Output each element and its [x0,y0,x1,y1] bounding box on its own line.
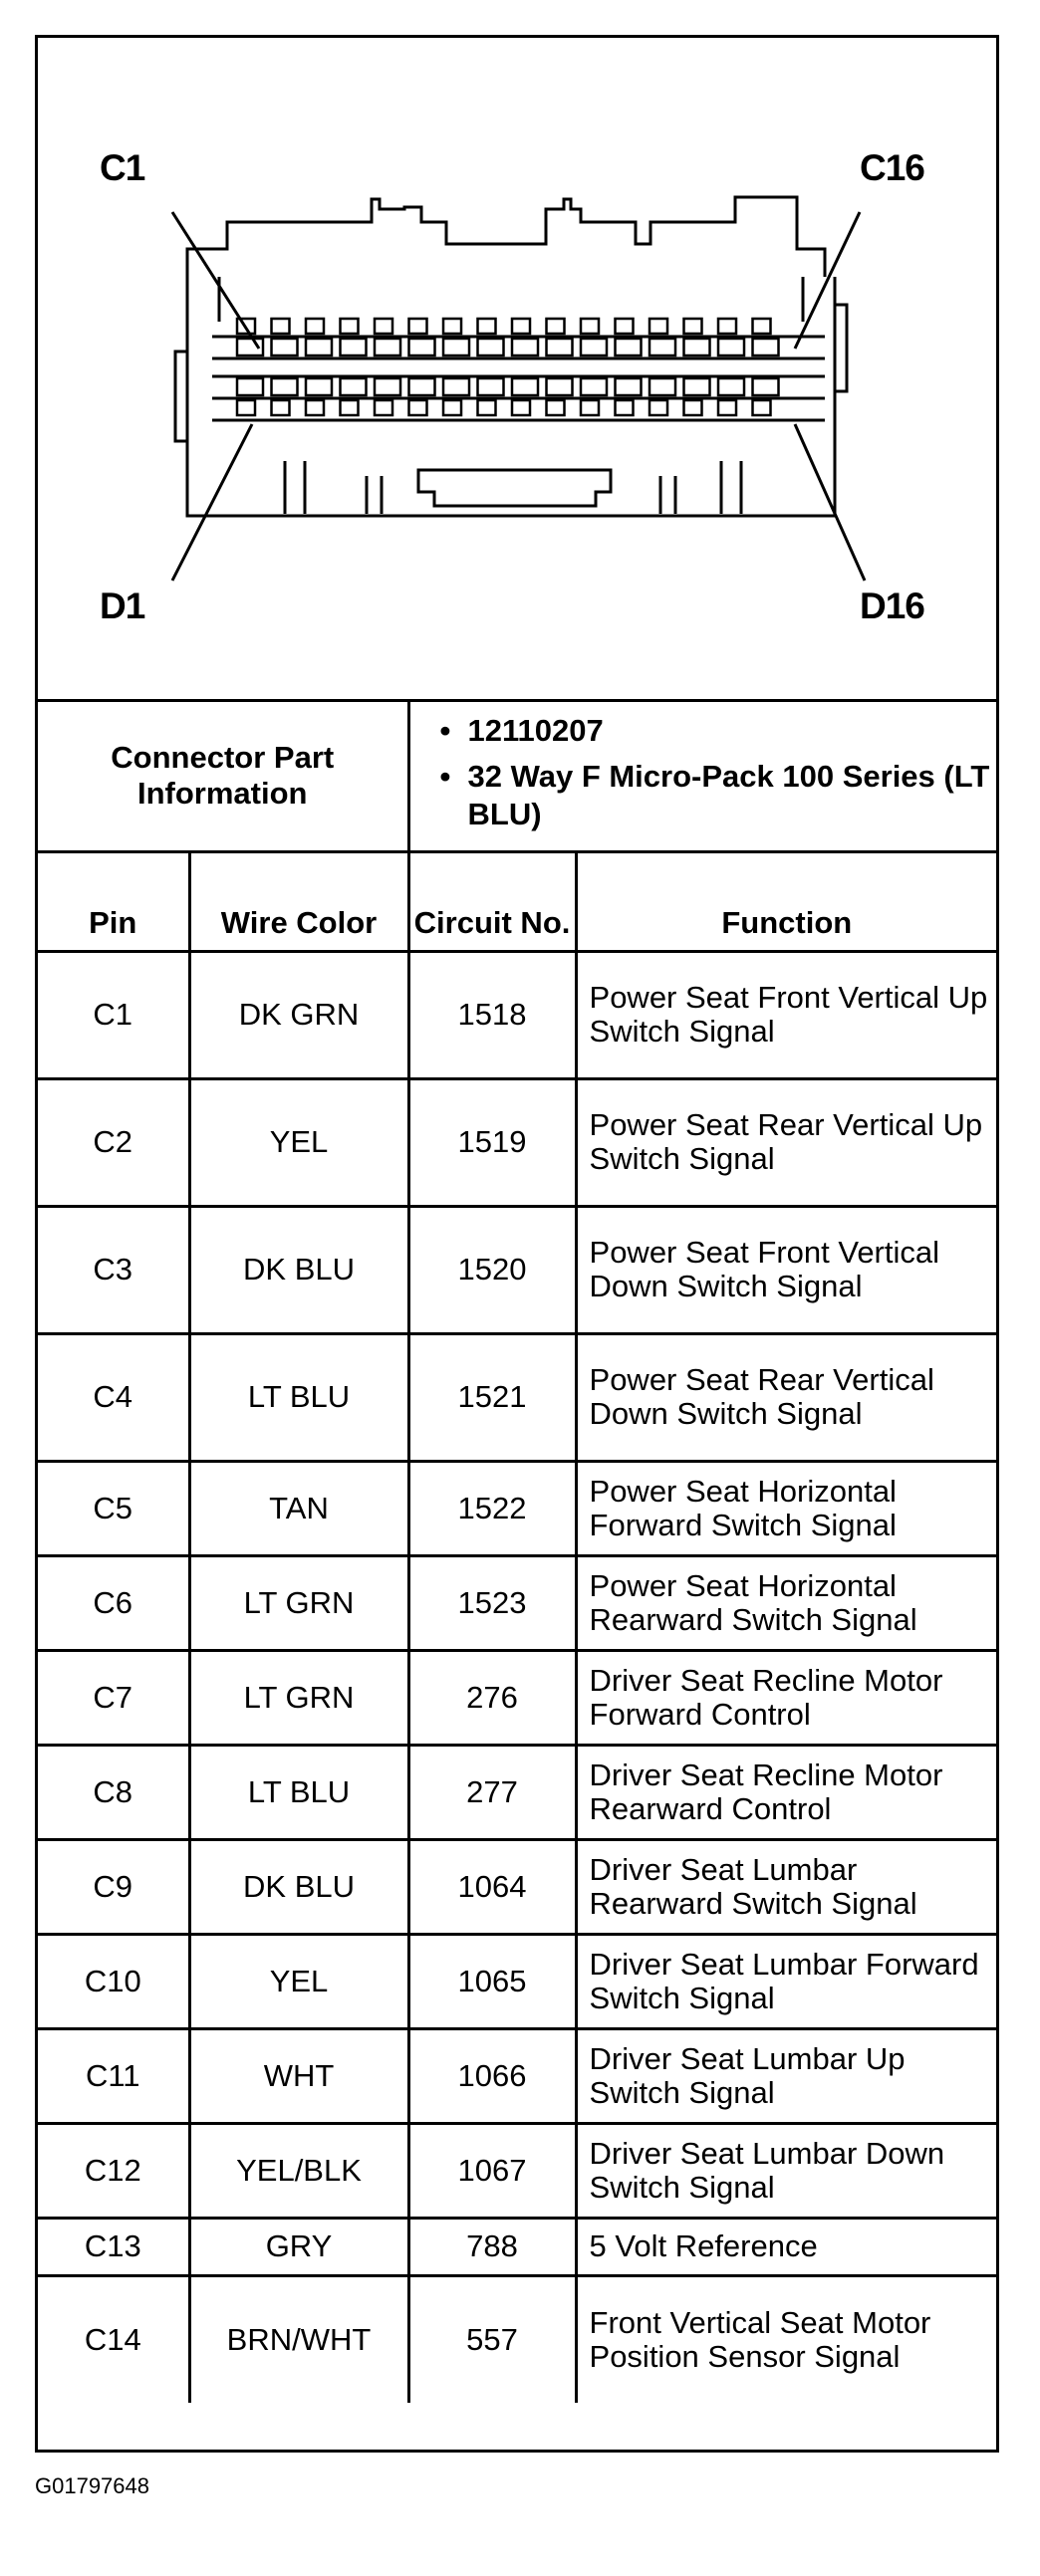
pin-cavity [718,339,744,355]
connector-face-drawing [38,38,996,699]
pin-cell: C8 [38,1745,189,1839]
connector-info-row [38,702,996,851]
connector-info-label: Connector Part Information [38,702,408,851]
pin-cell: C7 [38,1650,189,1745]
pin-cell: C11 [38,2028,189,2123]
pin-cavity [341,378,367,395]
header-circuit: Circuit No. [408,851,576,951]
pin-cavity [512,339,538,355]
wire-color-cell: LT BLU [189,1333,408,1461]
pin-cavity [512,319,530,334]
wire-color-cell: LT GRN [189,1555,408,1650]
function-cell: Power Seat Rear Vertical Up Switch Signal [576,1078,996,1206]
figure-frame [35,35,999,2453]
circuit-cell: 1519 [408,1078,576,1206]
pin-cavity [581,339,607,355]
pin-cell: C1 [38,951,189,1078]
table-row [38,1650,996,1745]
table-row [38,2218,996,2275]
pinout-table [38,702,996,2403]
pin-cavity [341,400,359,415]
pin-cell: C4 [38,1333,189,1461]
table-row [38,1839,996,1934]
table-row [38,1934,996,2028]
pin-cavity [443,319,461,334]
pin-cavity [718,319,736,334]
circuit-cell: 557 [408,2275,576,2403]
header-row [38,851,996,951]
function-cell: Driver Seat Lumbar Forward Switch Signal [576,1934,996,2028]
pin-cavity [547,319,565,334]
wire-color-cell: YEL [189,1078,408,1206]
pin-cavity [409,319,427,334]
pin-cavity [306,400,324,415]
pin-cavity [272,339,298,355]
connector-description: 32 Way F Micro-Pack 100 Series (LT BLU) [467,759,990,831]
wire-color-cell: LT GRN [189,1650,408,1745]
connector-diagram [38,38,996,702]
pin-cavity [650,400,667,415]
function-cell: Power Seat Horizontal Rearward Switch Signal [576,1555,996,1650]
pin-cavity [237,378,263,395]
pin-cavity [650,339,675,355]
table-row [38,1078,996,1206]
pin-cavity [753,339,779,355]
pin-cavity [684,319,702,334]
pin-cavity [581,378,607,395]
connector-info-values: • 12110207 • 32 Way F Micro-Pack 100 Series (LT BLU) [408,702,996,851]
circuit-cell: 276 [408,1650,576,1745]
function-cell: Driver Seat Lumbar Up Switch Signal [576,2028,996,2123]
circuit-cell: 1521 [408,1333,576,1461]
pin-cavity [306,378,332,395]
table-row [38,1555,996,1650]
wire-color-cell: DK GRN [189,951,408,1078]
pin-cavity [306,339,332,355]
pin-cavity [753,319,771,334]
function-cell: Driver Seat Lumbar Down Switch Signal [576,2123,996,2218]
table-row [38,2123,996,2218]
pin-cavity [409,400,427,415]
wire-color-cell: LT BLU [189,1745,408,1839]
pin-cavity [650,319,667,334]
pin-cavity [443,400,461,415]
circuit-cell: 1520 [408,1206,576,1333]
figure-id: G01797648 [35,2473,149,2498]
pin-cavity [512,400,530,415]
pin-cell: C6 [38,1555,189,1650]
circuit-cell: 788 [408,2218,576,2275]
pin-cavity [375,319,392,334]
function-cell: 5 Volt Reference [576,2218,996,2275]
pin-cavity [478,319,496,334]
wire-color-cell: GRY [189,2218,408,2275]
wire-color-cell: YEL [189,1934,408,2028]
table-row [38,2028,996,2123]
function-cell: Driver Seat Lumbar Rearward Switch Signal [576,1839,996,1934]
pin-cavity [478,339,504,355]
pin-cavity [375,378,400,395]
pin-cavity [512,378,538,395]
circuit-cell: 1066 [408,2028,576,2123]
label-d1: D1 [100,585,145,626]
pin-cavity [547,400,565,415]
table-row [38,1461,996,1555]
circuit-cell: 1065 [408,1934,576,2028]
wire-color-cell: DK BLU [189,1206,408,1333]
circuit-cell: 1064 [408,1839,576,1934]
function-cell: Driver Seat Recline Motor Forward Control [576,1650,996,1745]
function-cell: Power Seat Front Vertical Up Switch Signal [576,951,996,1078]
wire-color-cell: DK BLU [189,1839,408,1934]
pin-cell: C9 [38,1839,189,1934]
pin-cavity [272,378,298,395]
pin-cavity [718,400,736,415]
pin-cavity [718,378,744,395]
pin-cell: C13 [38,2218,189,2275]
function-cell: Power Seat Rear Vertical Down Switch Signal [576,1333,996,1461]
pin-cavity [616,378,642,395]
pin-cavity [341,319,359,334]
pin-cell: C14 [38,2275,189,2403]
pin-cavity [306,319,324,334]
pin-cavity [581,400,599,415]
pin-cavity [616,319,634,334]
table-row [38,951,996,1078]
pin-cavity [443,339,469,355]
pin-cell: C3 [38,1206,189,1333]
pin-cavity [547,378,573,395]
part-number: 12110207 [467,713,604,748]
pin-cavity [684,378,710,395]
function-cell: Front Vertical Seat Motor Position Sensor Signal [576,2275,996,2403]
pin-cavities [237,319,779,415]
pin-cavity [581,319,599,334]
pin-cavity [547,339,573,355]
pin-cavity [478,400,496,415]
pin-cavity [753,378,779,395]
circuit-cell: 1518 [408,951,576,1078]
label-d16: D16 [860,585,924,626]
wire-color-cell: YEL/BLK [189,2123,408,2218]
table-row [38,1206,996,1333]
pin-cell: C2 [38,1078,189,1206]
pin-cavity [684,339,710,355]
pin-cavity [443,378,469,395]
header-pin: Pin [38,851,189,951]
function-cell: Power Seat Front Vertical Down Switch Signal [576,1206,996,1333]
pin-cell: C10 [38,1934,189,2028]
pin-cavity [478,378,504,395]
circuit-cell: 1523 [408,1555,576,1650]
pin-cavity [650,378,675,395]
function-cell: Power Seat Horizontal Forward Switch Signal [576,1461,996,1555]
pin-cavity [341,339,367,355]
circuit-cell: 1067 [408,2123,576,2218]
pin-cavity [616,339,642,355]
pin-cavity [237,400,255,415]
pin-cavity [409,378,435,395]
label-c16: C16 [860,147,924,188]
pin-cell: C5 [38,1461,189,1555]
pin-cavity [272,319,290,334]
table-row [38,2275,996,2403]
pin-cavity [375,400,392,415]
function-cell: Driver Seat Recline Motor Rearward Control [576,1745,996,1839]
table-row [38,1333,996,1461]
pin-cavity [753,400,771,415]
wire-color-cell: WHT [189,2028,408,2123]
pin-cell: C12 [38,2123,189,2218]
pin-cavity [409,339,435,355]
pin-cavity [375,339,400,355]
pin-cavity [684,400,702,415]
circuit-cell: 277 [408,1745,576,1839]
header-wire-color: Wire Color [189,851,408,951]
wire-color-cell: BRN/WHT [189,2275,408,2403]
table-row [38,1745,996,1839]
wire-color-cell: TAN [189,1461,408,1555]
circuit-cell: 1522 [408,1461,576,1555]
label-c1: C1 [100,147,145,188]
pin-cavity [272,400,290,415]
pin-cavity [616,400,634,415]
header-function: Function [576,851,996,951]
